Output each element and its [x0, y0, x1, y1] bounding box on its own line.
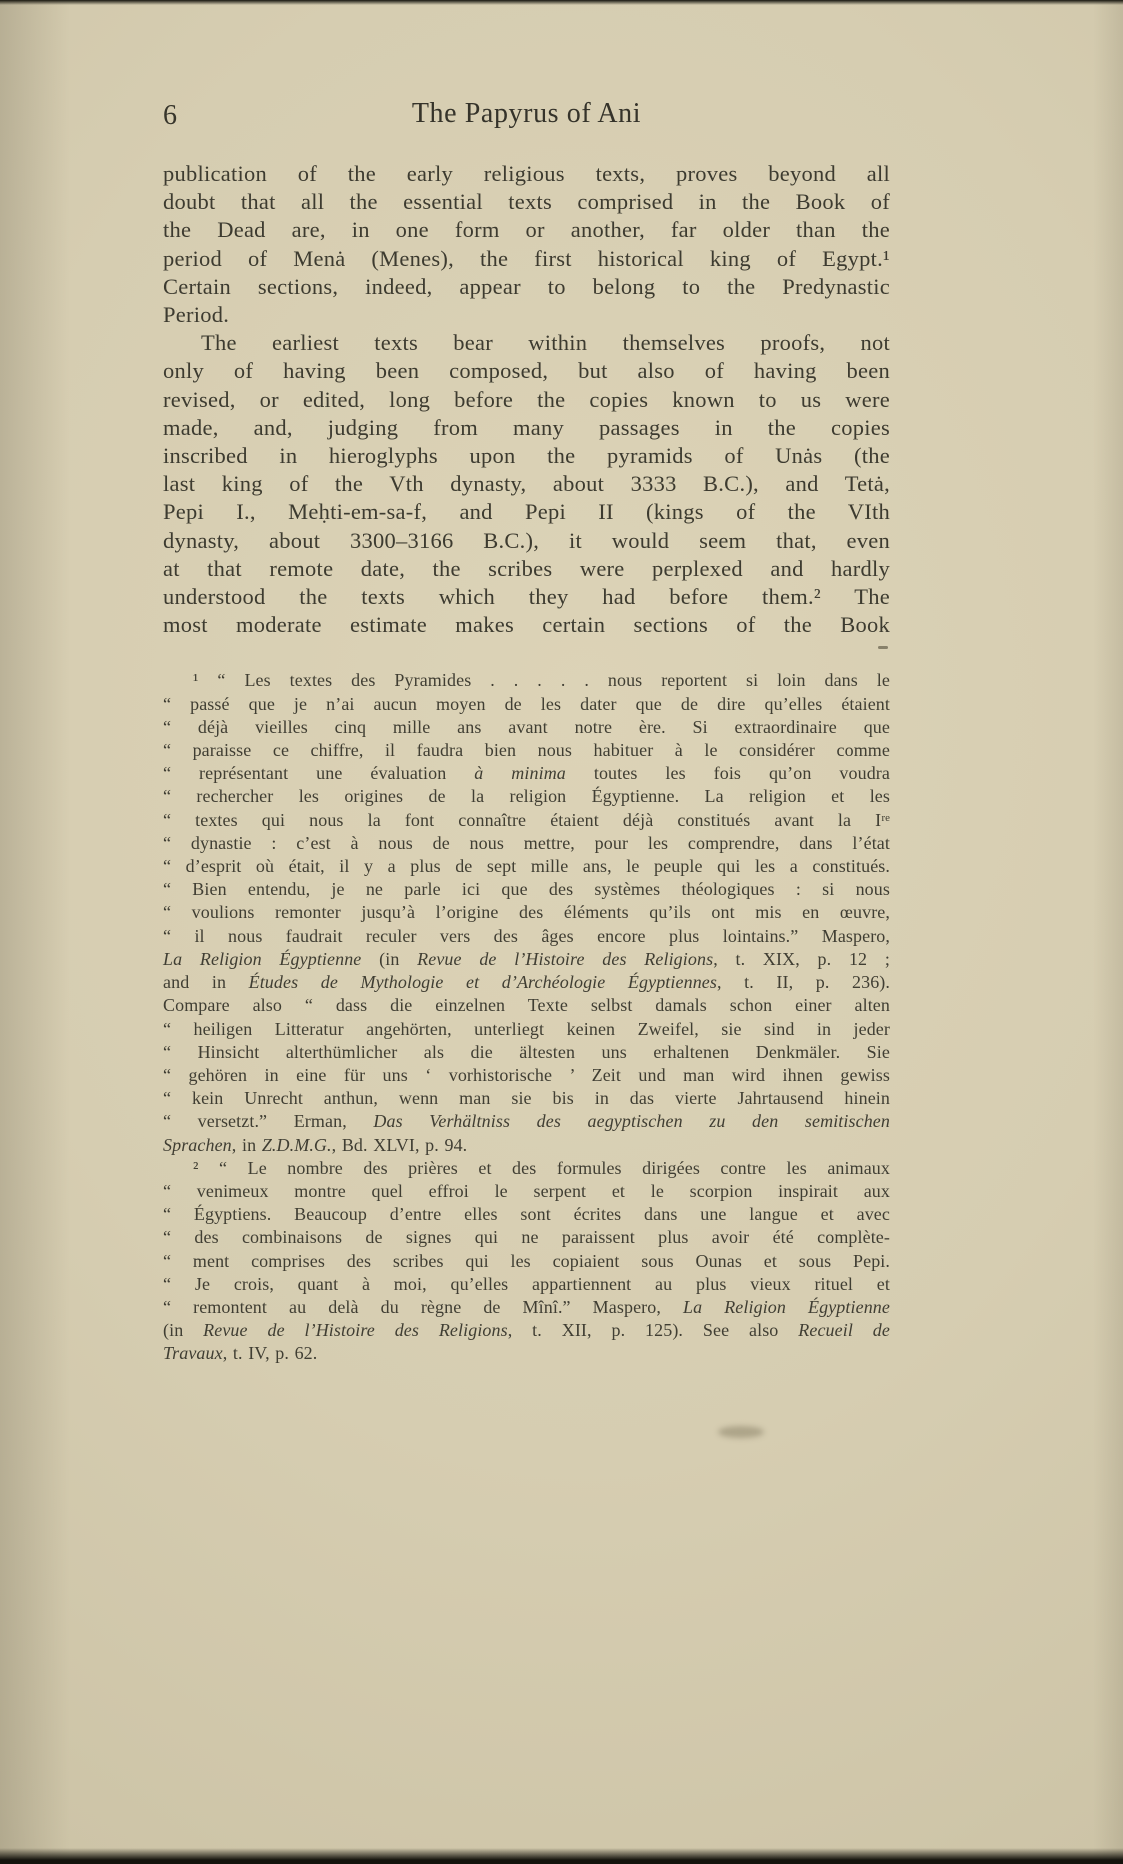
text-line: “ gehören in eine für uns ‘ vorhistorische ’ Zeit und man wird ihnen gewiss — [163, 1064, 890, 1085]
print-artifact-dash — [878, 646, 888, 649]
text-line: “ déjà vieilles cinq mille ans avant notre ère. Si extraordinaire que — [163, 716, 890, 737]
text-line: “ versetzt.” Erman, Das Verhältniss des aegyptischen zu den semitischen — [163, 1111, 890, 1132]
text-line: “ dynastie : c’est à nous de nous mettre, pour les comprendre, dans l’état — [163, 832, 890, 853]
text-line: most moderate estimate makes certain sections of the Book — [163, 612, 890, 638]
text-line: The earliest texts bear within themselves proofs, not — [201, 330, 890, 356]
text-line: Travaux, t. IV, p. 62. — [163, 1343, 318, 1364]
text-line: “ rechercher les origines de la religion Égyptienne. La religion et les — [163, 786, 890, 807]
text-line: Compare also “ dass die einzelnen Texte selbst damals schon einer alten — [163, 995, 890, 1016]
text-line: “ d’esprit où était, il y a plus de sept mille ans, le peuple qui les a constitués. — [163, 856, 890, 877]
print-artifact-smudge — [718, 1426, 764, 1438]
page-content — [163, 98, 890, 1366]
text-line: La Religion Égyptienne (in Revue de l’Histoire des Religions, t. XIX, p. 12 ; — [163, 948, 890, 969]
text-line: at that remote date, the scribes were perplexed and hardly — [163, 555, 890, 581]
text-line: ² “ Le nombre des prières et des formules dirigées contre les animaux — [193, 1157, 890, 1178]
text-line: dynasty, about 3300–3166 B.C.), it would seem that, even — [163, 527, 890, 553]
page-edge-shadow-left — [0, 0, 70, 1864]
text-line: “ textes qui nous la font connaître étaient déjà constitués avant la Iʳᵉ — [163, 809, 890, 830]
text-line: ¹ “ Les textes des Pyramides . . . . . nous reportent si loin dans le — [193, 670, 890, 691]
footnote-2 — [163, 1157, 890, 1366]
paragraph-1 — [163, 160, 890, 329]
text-line: doubt that all the essential texts comprised in the Book of — [163, 189, 890, 215]
text-line: (in Revue de l’Histoire des Religions, t. XII, p. 125). See also Recueil de — [163, 1320, 890, 1341]
footnotes — [163, 669, 890, 1365]
text-line: only of having been composed, but also of having been — [163, 358, 890, 384]
text-line: understood the texts which they had before them.² The — [163, 584, 890, 610]
text-line: last king of the Vth dynasty, about 3333 B.C.), and Tetȧ, — [163, 471, 890, 497]
text-line: “ Bien entendu, je ne parle ici que des systèmes théologiques : si nous — [163, 879, 890, 900]
text-line: the Dead are, in one form or another, far older than the — [163, 217, 890, 243]
text-line: “ remontent au delà du règne de Mînî.” Maspero, La Religion Égyptienne — [163, 1296, 890, 1317]
footnote-1 — [163, 669, 890, 1156]
text-line: “ Égyptiens. Beaucoup d’entre elles sont écrites dans une langue et avec — [163, 1204, 890, 1225]
page-number: 6 — [163, 100, 177, 131]
text-line: revised, or edited, long before the copies known to us were — [163, 386, 890, 412]
text-line: “ heiligen Litteratur angehörten, unterliegt keinen Zweifel, sie sind in jeder — [163, 1018, 890, 1039]
page-edge-shadow-right — [1093, 0, 1123, 1864]
text-line: “ kein Unrecht anthun, wenn man sie bis in das vierte Jahrtausend hinein — [163, 1088, 890, 1109]
paragraph-2 — [163, 329, 890, 639]
running-header — [163, 98, 890, 144]
text-line: “ venimeux montre quel effroi le serpent et le scorpion inspirait aux — [163, 1180, 890, 1201]
text-line: and in Études de Mythologie et d’Archéologie Égyptiennes, t. II, p. 236). — [163, 972, 890, 993]
text-line: “ des combinaisons de signes qui ne paraissent plus avoir été complète- — [163, 1227, 890, 1248]
text-line: “ il nous faudrait reculer vers des âges encore plus lointains.” Maspero, — [163, 925, 890, 946]
text-line: Pepi I., Meḥti-em-sa-f, and Pepi II (kings of the VIth — [163, 499, 890, 525]
text-line: “ voulions remonter jusqu’à l’origine des éléments qu’ils ont mis en œuvre, — [163, 902, 890, 923]
text-line: “ ment comprises des scribes qui les copiaient sous Ounas et sous Pepi. — [163, 1250, 890, 1271]
text-line: “ passé que je n’ai aucun moyen de les dater que de dire qu’elles étaient — [163, 693, 890, 714]
text-line: inscribed in hieroglyphs upon the pyramids of Unȧs (the — [163, 443, 890, 469]
text-line: “ représentant une évaluation à minima toutes les fois qu’on voudra — [163, 763, 890, 784]
text-line: made, and, judging from many passages in the copies — [163, 414, 890, 440]
text-line: Certain sections, indeed, appear to belong to the Predynastic — [163, 273, 890, 299]
page-title: The Papyrus of Ani — [411, 98, 642, 129]
text-line: Period. — [163, 302, 230, 328]
text-line: “ Hinsicht alterthümlicher als die ältesten uns erhaltenen Denkmäler. Sie — [163, 1041, 890, 1062]
text-line: publication of the early religious texts, proves beyond all — [163, 161, 890, 186]
body-text — [163, 160, 890, 639]
text-line: Sprachen, in Z.D.M.G., Bd. XLVI, p. 94. — [163, 1134, 468, 1155]
text-line: “ paraisse ce chiffre, il faudra bien nous habituer à le considérer comme — [163, 740, 890, 761]
text-line: period of Menȧ (Menes), the first historical king of Egypt.¹ — [163, 245, 890, 271]
text-line: “ Je crois, quant à moi, qu’elles appartiennent au plus vieux rituel et — [163, 1273, 890, 1294]
